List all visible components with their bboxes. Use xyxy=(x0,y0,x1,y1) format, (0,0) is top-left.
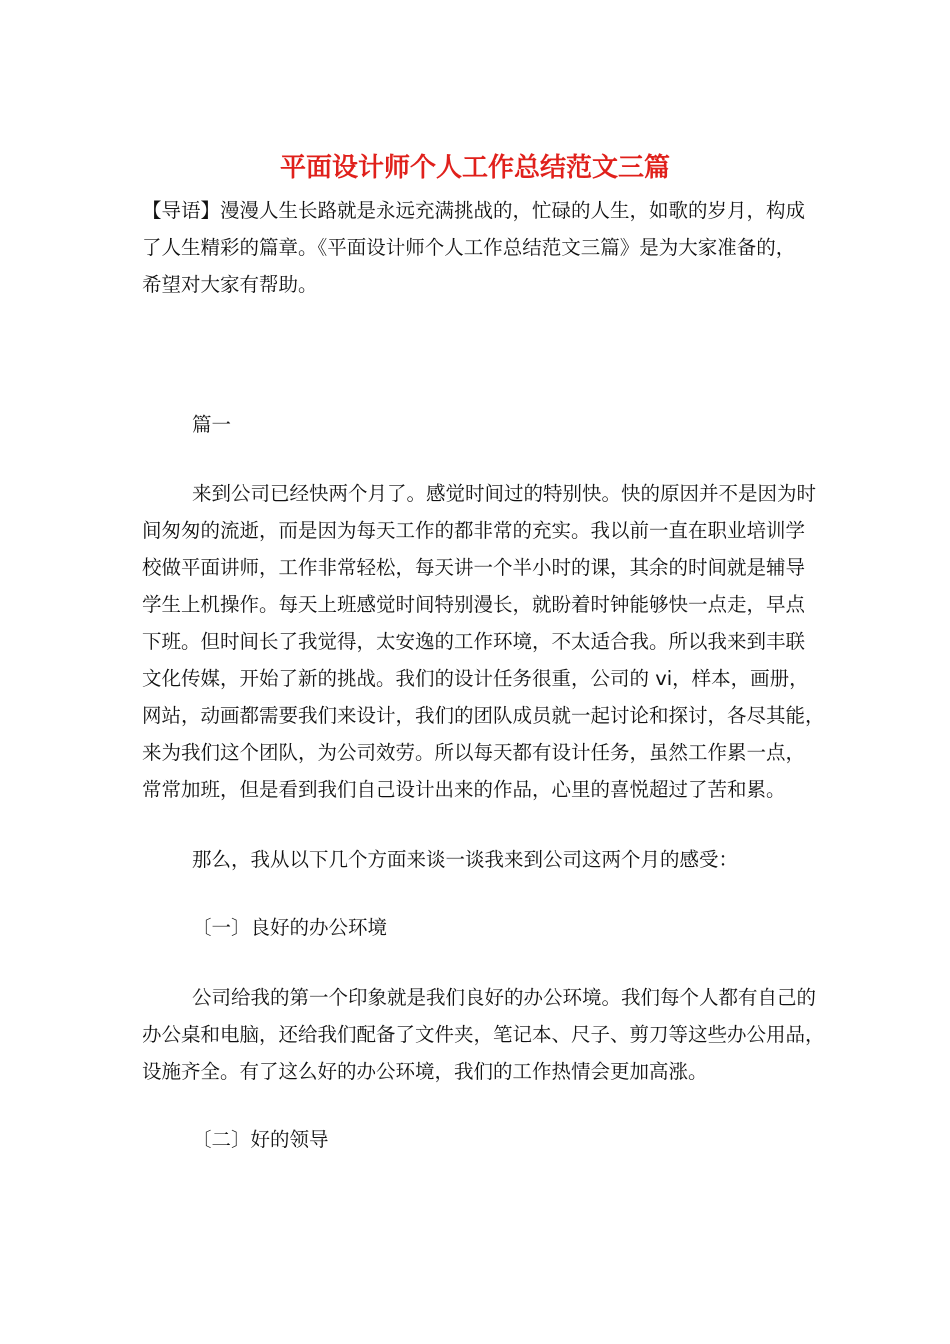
document-title: 平面设计师个人工作总结范文三篇 xyxy=(279,153,670,183)
subheading-leadership: 〔二〕好的领导 xyxy=(192,1128,329,1151)
paragraph-line: 间匆匆的流逝，而是因为每天工作的都非常的充实。我以前一直在职业培训学 xyxy=(142,519,806,542)
paragraph-line: 校做平面讲师，工作非常轻松，每天讲一个半小时的课，其余的时间就是辅导 xyxy=(142,556,806,579)
paragraph-line: 办公桌和电脑，还给我们配备了文件夹，笔记本、尺子、剪刀等这些办公用品， xyxy=(142,1023,825,1046)
paragraph-line: 网站，动画都需要我们来设计，我们的团队成员就一起讨论和探讨，各尽其能， xyxy=(142,704,825,727)
body-paragraph-3 xyxy=(142,979,825,1090)
body-paragraph-2: 那么，我从以下几个方面来谈一谈我来到公司这两个月的感受： xyxy=(192,848,739,871)
paragraph-line: 下班。但时间长了我觉得，太安逸的工作环境，不太适合我。所以我来到丰联 xyxy=(142,630,806,653)
intro-line: 希望对大家有帮助。 xyxy=(142,273,318,296)
paragraph-line: 学生上机操作。每天上班感觉时间特别漫长，就盼着时钟能够快一点走，早点 xyxy=(142,593,806,616)
paragraph-line: 来为我们这个团队，为公司效劳。所以每天都有设计任务，虽然工作累一点， xyxy=(142,741,806,764)
section-label: 篇一 xyxy=(192,413,232,436)
paragraph-line: 文化传媒，开始了新的挑战。我们的设计任务很重，公司的 vi，样本，画册， xyxy=(142,667,809,690)
paragraph-line: 公司给我的第一个印象就是我们良好的办公环境。我们每个人都有自己的 xyxy=(192,986,817,1009)
subheading-environment: 〔一〕良好的办公环境 xyxy=(192,916,388,939)
intro-paragraph xyxy=(142,192,808,303)
paragraph-line: 设施齐全。有了这么好的办公环境，我们的工作热情会更加高涨。 xyxy=(142,1060,708,1083)
body-paragraph-1 xyxy=(142,475,825,808)
paragraph-line: 来到公司已经快两个月了。感觉时间过的特别快。快的原因并不是因为时 xyxy=(192,482,817,505)
paragraph-line: 常常加班，但是看到我们自己设计出来的作品，心里的喜悦超过了苦和累。 xyxy=(142,778,786,801)
intro-line: 了人生精彩的篇章。《平面设计师个人工作总结范文三篇》是为大家准备的， xyxy=(142,236,796,259)
intro-line: 【导语】漫漫人生长路就是永远充满挑战的，忙碌的人生，如歌的岁月，构成 xyxy=(142,199,806,222)
